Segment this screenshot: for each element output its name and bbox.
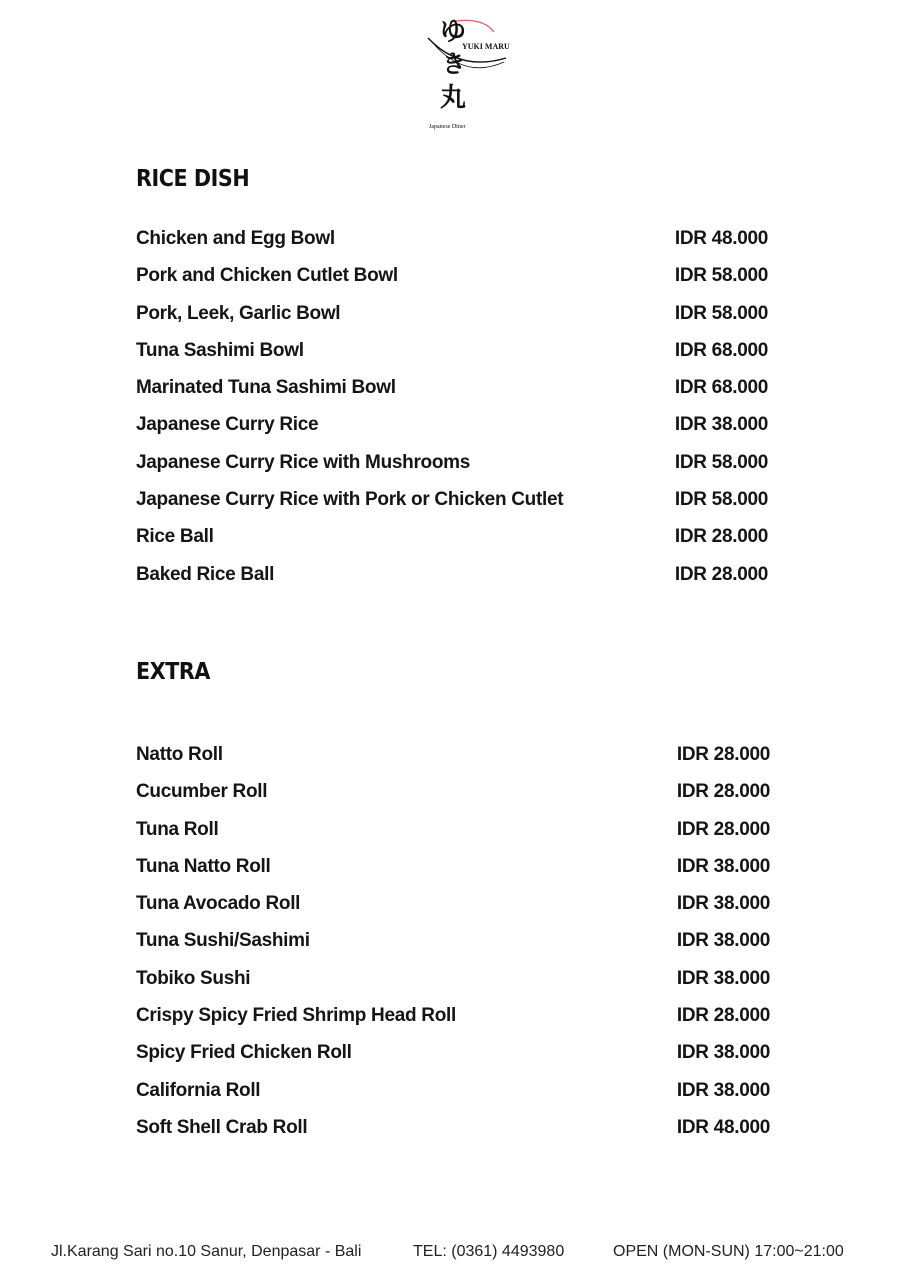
menu-item bbox=[136, 781, 770, 818]
section-title-extra: EXTRA bbox=[136, 659, 210, 685]
restaurant-logo bbox=[420, 12, 520, 132]
logo-kana-3: 丸 bbox=[440, 83, 467, 113]
menu-item-price: IDR 38.000 bbox=[676, 930, 770, 952]
menu-item-name: Natto Roll bbox=[136, 744, 223, 765]
menu-item-name: Japanese Curry Rice with Pork or Chicken Cutlet bbox=[136, 489, 564, 511]
menu-item bbox=[136, 526, 768, 563]
menu-item-name: Japanese Curry Rice with Mushrooms bbox=[136, 451, 471, 473]
menu-item-name: Soft Shell Crab Roll bbox=[136, 1116, 308, 1138]
menu-item-name: Crispy Spicy Fried Shrimp Head Roll bbox=[136, 1005, 456, 1027]
menu-item bbox=[136, 265, 768, 302]
menu-item-price: IDR 28.000 bbox=[676, 744, 770, 765]
menu-item bbox=[136, 744, 770, 781]
menu-item bbox=[136, 377, 768, 414]
section-title-rice-dish: RICE DISH bbox=[136, 166, 250, 192]
menu-item-price: IDR 28.000 bbox=[674, 526, 768, 548]
menu-item-price: IDR 38.000 bbox=[676, 855, 770, 877]
menu-item-price: IDR 38.000 bbox=[674, 414, 768, 436]
menu-item-price: IDR 38.000 bbox=[676, 893, 770, 915]
menu-item-price: IDR 48.000 bbox=[674, 228, 768, 249]
menu-item-name: Tobiko Sushi bbox=[136, 967, 251, 989]
menu-item-price: IDR 28.000 bbox=[676, 1005, 770, 1027]
menu-item bbox=[136, 340, 768, 377]
menu-item-price: IDR 58.000 bbox=[674, 302, 768, 324]
footer bbox=[0, 1243, 905, 1263]
menu-item bbox=[136, 893, 770, 930]
menu-item-price: IDR 58.000 bbox=[674, 489, 768, 511]
menu-item-price: IDR 48.000 bbox=[676, 1116, 770, 1138]
menu-item-name: Tuna Roll bbox=[136, 818, 219, 840]
menu-item-name: California Roll bbox=[136, 1079, 261, 1101]
menu-item-price: IDR 68.000 bbox=[674, 377, 768, 399]
menu-item-price: IDR 38.000 bbox=[676, 1079, 770, 1101]
menu-item-price: IDR 28.000 bbox=[676, 781, 770, 803]
logo-kana-1: ゆ bbox=[440, 17, 467, 47]
menu-item bbox=[136, 819, 770, 856]
logo-mark bbox=[420, 12, 520, 132]
menu-item-price: IDR 38.000 bbox=[676, 967, 770, 989]
menu-item bbox=[136, 968, 770, 1005]
menu-item-price: IDR 58.000 bbox=[674, 451, 768, 473]
menu-item bbox=[136, 930, 770, 967]
logo-brand-latin: YUKI MARU bbox=[462, 42, 510, 51]
menu-item-price: IDR 38.000 bbox=[676, 1042, 770, 1064]
menu-item-name: Baked Rice Ball bbox=[136, 563, 275, 585]
menu-item-name: Tuna Natto Roll bbox=[136, 855, 271, 877]
menu-item bbox=[136, 1042, 770, 1079]
menu-item-name: Tuna Avocado Roll bbox=[136, 893, 301, 915]
menu-item-name: Tuna Sushi/Sashimi bbox=[136, 930, 310, 952]
menu-item bbox=[136, 1117, 770, 1154]
menu-item-name: Tuna Sashimi Bowl bbox=[136, 339, 304, 361]
rice-dish-menu-list bbox=[136, 228, 768, 601]
menu-item-name: Cucumber Roll bbox=[136, 781, 268, 803]
footer-opening-hours: OPEN (MON-SUN) 17:00~21:00 bbox=[613, 1243, 844, 1260]
menu-item-price: IDR 28.000 bbox=[676, 818, 770, 840]
menu-item-name: Spicy Fried Chicken Roll bbox=[136, 1042, 352, 1064]
menu-item bbox=[136, 452, 768, 489]
menu-item-name: Chicken and Egg Bowl bbox=[136, 228, 335, 249]
menu-item bbox=[136, 303, 768, 340]
menu-item-name: Pork, Leek, Garlic Bowl bbox=[136, 302, 341, 324]
menu-item-price: IDR 58.000 bbox=[674, 265, 768, 287]
menu-item bbox=[136, 414, 768, 451]
menu-item-name: Pork and Chicken Cutlet Bowl bbox=[136, 265, 398, 287]
footer-address: Jl.Karang Sari no.10 Sanur, Denpasar - Bali bbox=[51, 1243, 362, 1260]
logo-kana-2: き bbox=[442, 49, 466, 78]
extra-menu-list bbox=[136, 744, 770, 1154]
logo-tagline: Japanese Diner bbox=[429, 124, 466, 130]
menu-item-price: IDR 68.000 bbox=[674, 339, 768, 361]
menu-item bbox=[136, 228, 768, 265]
menu-item bbox=[136, 1005, 770, 1042]
menu-item bbox=[136, 564, 768, 601]
menu-item-name: Marinated Tuna Sashimi Bowl bbox=[136, 377, 396, 399]
menu-item bbox=[136, 856, 770, 893]
menu-item bbox=[136, 1080, 770, 1117]
menu-item-price: IDR 28.000 bbox=[674, 563, 768, 585]
menu-item bbox=[136, 489, 768, 526]
menu-item-name: Japanese Curry Rice bbox=[136, 414, 319, 436]
footer-phone: TEL: (0361) 4493980 bbox=[413, 1243, 565, 1260]
menu-item-name: Rice Ball bbox=[136, 526, 214, 548]
